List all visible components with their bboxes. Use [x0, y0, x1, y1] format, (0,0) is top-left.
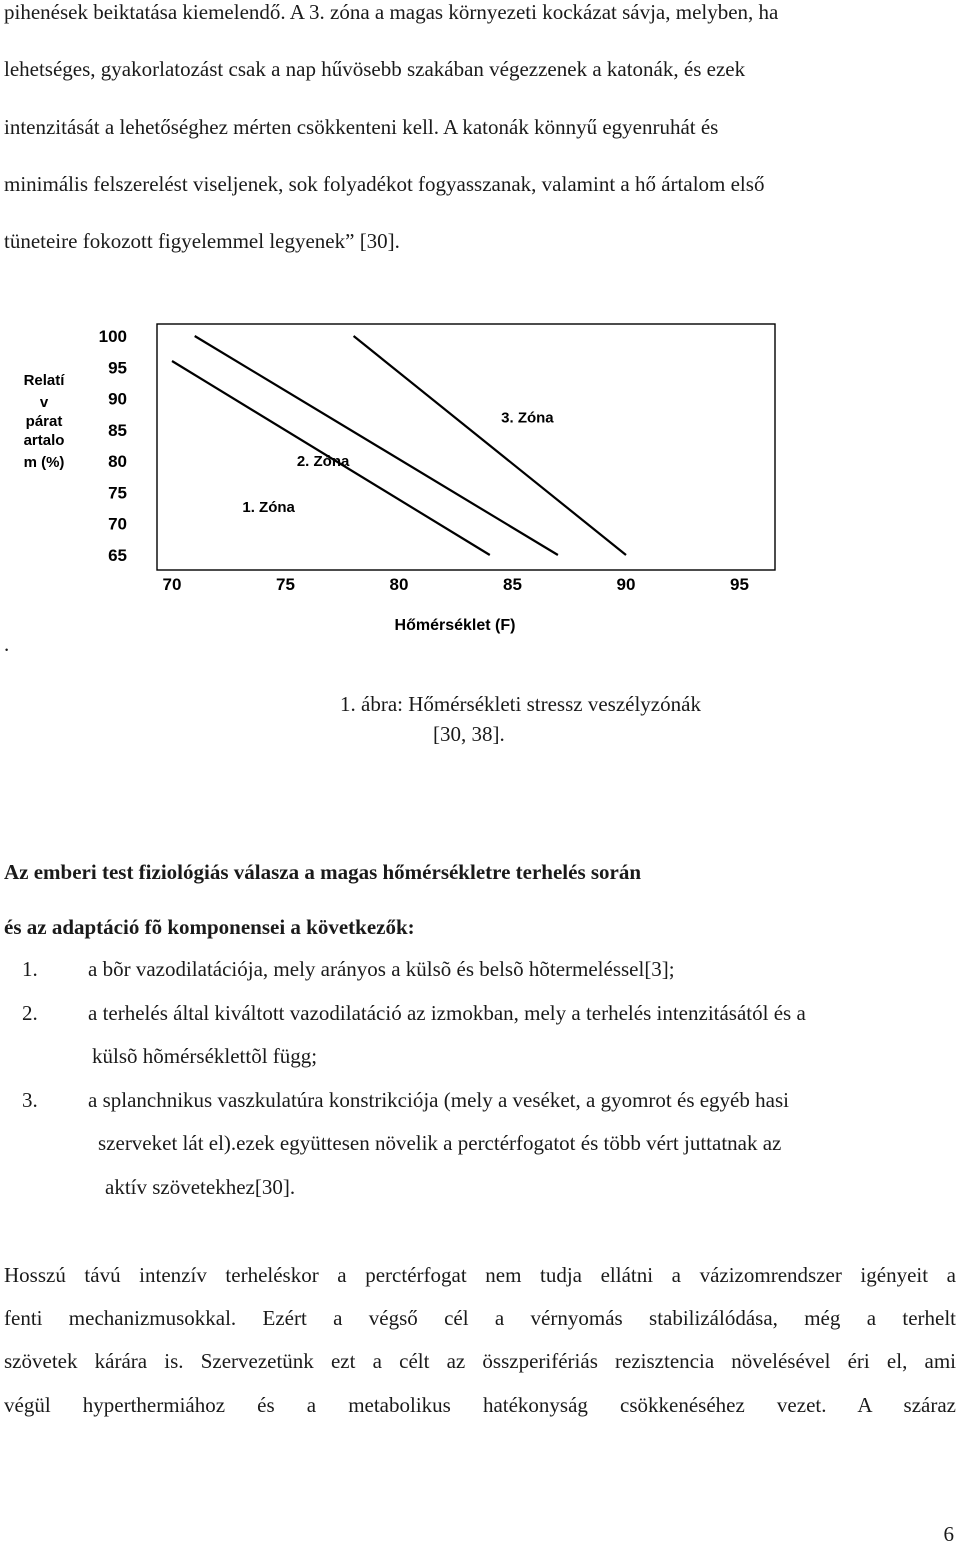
x-tick-label: 95 — [730, 575, 749, 594]
x-tick-label: 85 — [503, 575, 522, 594]
figure-caption-line-2: [30, 38]. — [433, 722, 505, 746]
figure-caption-line-1: 1. ábra: Hőmérsékleti stressz veszélyzónák — [340, 692, 701, 716]
zone-label: 2. Zóna — [296, 453, 350, 471]
list-item-3-continuation: szerveket lát el).ezek együttesen növelik a perctérfogatot és több vért juttatnak az — [98, 1131, 782, 1155]
stray-dot: . — [4, 632, 10, 656]
zone-boundary-line — [195, 336, 558, 555]
y-tick-label: 80 — [108, 452, 127, 472]
y-tick-label: 75 — [108, 483, 127, 503]
intro-line-5: tüneteire fokozott figyelemmel legyenek” [30]. — [4, 229, 400, 253]
closing-line-1: Hosszú távú intenzív terheléskor a perctérfogat nem tudja ellátni a vázizomrendszer igényeit a — [4, 1263, 956, 1287]
y-axis-label-line: Relatí — [23, 372, 65, 389]
zone-label: 1. Zóna — [242, 498, 295, 516]
y-tick-label: 90 — [108, 389, 127, 409]
list-item-3-text: a splanchnikus vaszkulatúra konstrikciója (mely a veséket, a gyomrot és egyéb hasi — [88, 1088, 789, 1112]
intro-line-3: intenzitását a lehetőséghez mérten csökkenteni kell. A katonák könnyű egyenruhát és — [4, 115, 719, 139]
y-axis-label-line: artalo — [23, 432, 65, 449]
page-number: 6 — [943, 1522, 954, 1546]
list-item-2-text: a terhelés által kiváltott vazodilatáció az izmokban, mely a terhelés intenzitásától és a — [88, 1001, 806, 1025]
y-tick-label: 100 — [98, 327, 127, 346]
y-tick-label: 70 — [108, 514, 127, 534]
x-tick-label: 90 — [616, 575, 636, 594]
y-tick-label: 95 — [108, 358, 127, 378]
plot-area-border — [157, 324, 775, 570]
y-axis-label-line: m (%) — [23, 454, 65, 471]
heat-stress-zone-chart — [0, 318, 960, 638]
x-tick-label: 75 — [276, 575, 295, 594]
section-heading-line-2: és az adaptáció fõ komponensei a következők: — [4, 915, 415, 939]
list-item-2-number: 2. — [22, 1001, 38, 1025]
intro-line-4: minimális felszerelést viseljenek, sok folyadékot fogyasszanak, valamint a hő ártalom első — [4, 172, 765, 196]
x-tick-label: 80 — [389, 575, 409, 594]
list-item-3-number: 3. — [22, 1088, 38, 1112]
list-item-3-continuation-2: aktív szövetekhez[30]. — [105, 1175, 296, 1199]
closing-line-2: fenti mechanizmusokkal. Ezért a végső cél a vérnyomás stabilizálódása, még a terhelt — [4, 1306, 956, 1330]
section-heading-line-1: Az emberi test fiziológiás válasza a magas hőmérsékletre terhelés során — [4, 860, 642, 884]
zone-label: 3. Zóna — [501, 409, 554, 427]
y-tick-label: 85 — [108, 420, 127, 440]
closing-line-3: szövetek kárára is. Szervezetünk ezt a célt az összperifériás rezisztencia növelésével éri el, ami — [4, 1349, 956, 1373]
zone-boundary-line — [354, 336, 626, 555]
list-item-1-number: 1. — [22, 957, 38, 981]
x-tick-label: 70 — [162, 575, 182, 594]
y-axis-label-line: párat — [25, 413, 63, 430]
x-axis-label: Hőmérséklet (F) — [394, 617, 516, 634]
intro-line-1: pihenések beiktatása kiemelendő. A 3. zóna a magas környezeti kockázat sávja, melyben, ha — [4, 0, 779, 24]
list-item-2-continuation: külsõ hõmérséklettõl függ; — [92, 1044, 318, 1068]
y-tick-label: 65 — [108, 546, 127, 565]
y-axis-label-line: v — [39, 394, 49, 411]
closing-line-4: végül hyperthermiához és a metabolikus hatékonyság csökkenéséhez vezet. A száraz — [4, 1393, 956, 1417]
intro-line-2: lehetséges, gyakorlatozást csak a nap hűvösebb szakában végezzenek a katonák, és ezek — [4, 57, 746, 81]
list-item-1-text: a bõr vazodilatációja, mely arányos a külsõ és belsõ hõtermeléssel[3]; — [88, 957, 675, 981]
